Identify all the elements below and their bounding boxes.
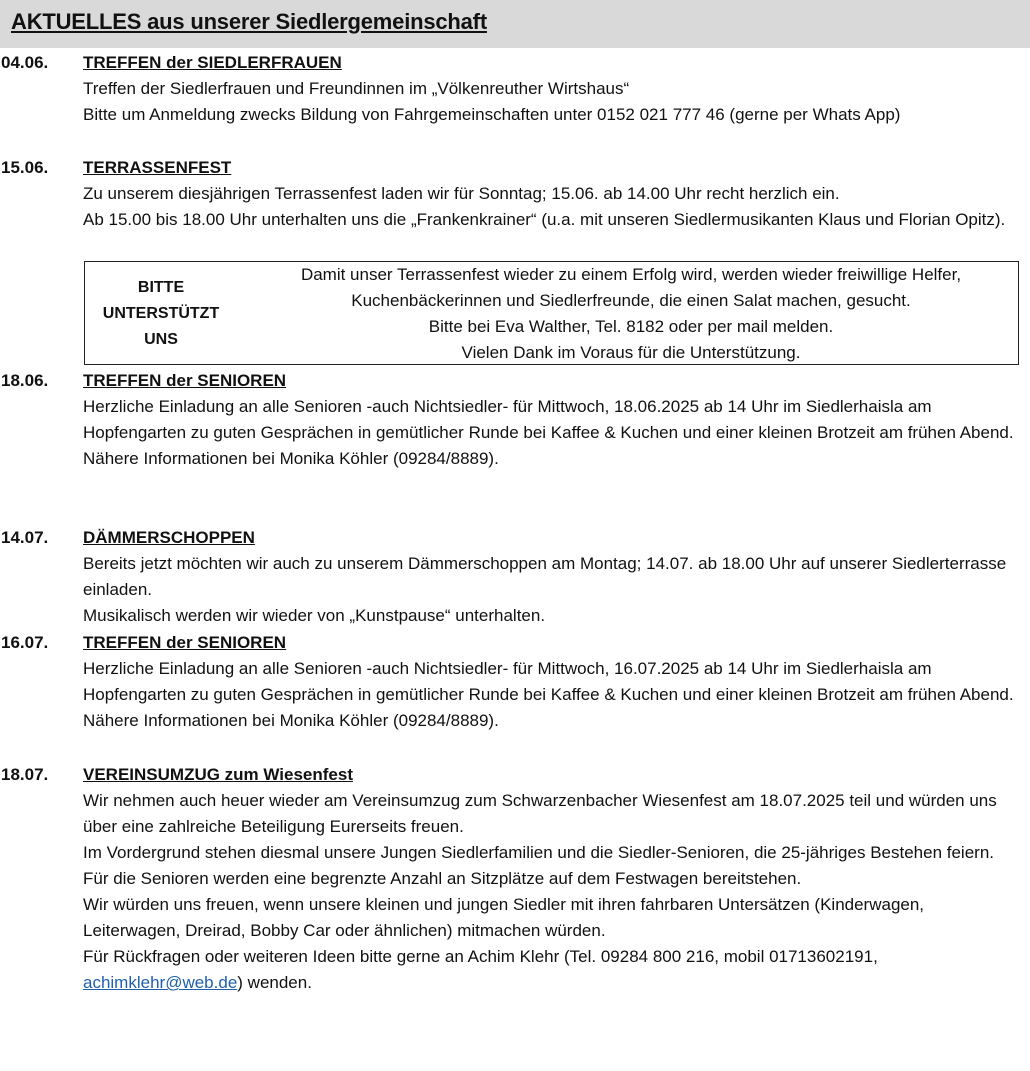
event-date: 15.06. [1, 158, 49, 177]
contact-text: Für Rückfragen oder weiteren Ideen bitte gerne an Achim Klehr (Tel. 09284 800 216, mobil 01713602191, [83, 947, 878, 966]
event-title: TREFFEN der SENIOREN [83, 633, 287, 652]
page-header [0, 0, 1030, 48]
event-title: TERRASSENFEST [83, 158, 232, 177]
event-date: 18.07. [1, 765, 49, 784]
event-title: TREFFEN der SENIOREN [83, 371, 287, 390]
support-callout-text [253, 262, 1009, 366]
contact-text-end: ) wenden. [237, 973, 312, 992]
event-text-line: Nähere Informationen bei Monika Köhler (09284/8889). [83, 711, 499, 730]
event-date: 14.07. [1, 528, 49, 547]
event-text-line: Nähere Informationen bei Monika Köhler (09284/8889). [83, 449, 499, 468]
event-text-line: Zu unserem diesjährigen Terrassenfest laden wir für Sonntag; 15.06. ab 14.00 Uhr recht herzlich ein. [83, 184, 840, 203]
event-date: 16.07. [1, 633, 49, 652]
event-description [83, 181, 1018, 233]
event-title: TREFFEN der SIEDLERFRAUEN [83, 53, 342, 72]
event-text-line: Im Vordergrund stehen diesmal unsere Jungen Siedlerfamilien und die Siedler-Senioren, die 25-jähriges Bestehen feiern. Für die Senioren werden eine begrenzte Anzahl an Sitzplätze auf dem Festwagen bereitstehen. [83, 843, 994, 888]
event-description [83, 76, 1018, 128]
event-date: 18.06. [1, 371, 49, 390]
support-callout-label: BITTE UNTERSTÜTZT UNS [102, 279, 220, 348]
support-callout-box [84, 261, 1019, 365]
event-description [83, 788, 1018, 996]
event-description [83, 656, 1018, 734]
event-text-line: Wir würden uns freuen, wenn unsere kleinen und jungen Siedler mit ihren fahrbaren Untersätzen (Kinderwagen, Leiterwagen, Dreirad, Bobby Car oder ähnlichen) mitmachen würden. [83, 895, 925, 940]
callout-text-line: Vielen Dank im Voraus für die Unterstützung. [461, 343, 801, 362]
event-description [83, 394, 1018, 472]
event-title: DÄMMERSCHOPPEN [83, 528, 255, 547]
event-text-line: Treffen der Siedlerfrauen und Freundinnen im „Völkenreuther Wirtshaus“ [83, 79, 630, 98]
event-text-line: Bitte um Anmeldung zwecks Bildung von Fahrgemeinschaften unter 0152 021 777 46 (gerne per Whats App) [83, 105, 901, 124]
email-link[interactable]: achimklehr@web.de [83, 973, 238, 992]
event-date: 04.06. [1, 53, 49, 72]
event-text-line: Musikalisch werden wir wieder von „Kunstpause“ unterhalten. [83, 606, 546, 625]
event-text-line: Wir nehmen auch heuer wieder am Vereinsumzug zum Schwarzenbacher Wiesenfest am 18.07.2025 teil und würden uns über eine zahlreiche Beteiligung Eurerseits freuen. [83, 791, 997, 836]
page-title: AKTUELLES aus unserer Siedlergemeinschaft [11, 9, 487, 34]
contact-line [83, 944, 1018, 996]
event-text-line: Bereits jetzt möchten wir auch zu unserem Dämmerschoppen am Montag; 14.07. ab 18.00 Uhr auf unserer Siedlerterrasse einladen. [83, 554, 1007, 599]
event-text-line: Ab 15.00 bis 18.00 Uhr unterhalten uns die „Frankenkrainer“ (u.a. mit unseren Siedlermusikanten Klaus und Florian Opitz). [83, 210, 1006, 229]
event-description [83, 551, 1018, 629]
event-title: VEREINSUMZUG zum Wiesenfest [83, 765, 353, 784]
event-text-line: Herzliche Einladung an alle Senioren -auch Nichtsiedler- für Mittwoch, 18.06.2025 ab 14 Uhr im Siedlerhaisla am Hopfengarten zu guten Gesprächen in gemütlicher Runde bei Kaffee & Kuchen und einer kleinen Brotzeit am frühen Abend. [83, 397, 1014, 442]
callout-text-line: Bitte bei Eva Walther, Tel. 8182 oder per mail melden. [428, 317, 834, 336]
callout-text-line: Damit unser Terrassenfest wieder zu einem Erfolg wird, werden wieder freiwillige Helfer, Kuchenbäckerinnen und Siedlerfreunde, die einen Salat machen, gesucht. [300, 265, 962, 310]
event-text-line: Herzliche Einladung an alle Senioren -auch Nichtsiedler- für Mittwoch, 16.07.2025 ab 14 Uhr im Siedlerhaisla am Hopfengarten zu guten Gesprächen in gemütlicher Runde bei Kaffee & Kuchen und einer kleinen Brotzeit am frühen Abend. [83, 659, 1014, 704]
